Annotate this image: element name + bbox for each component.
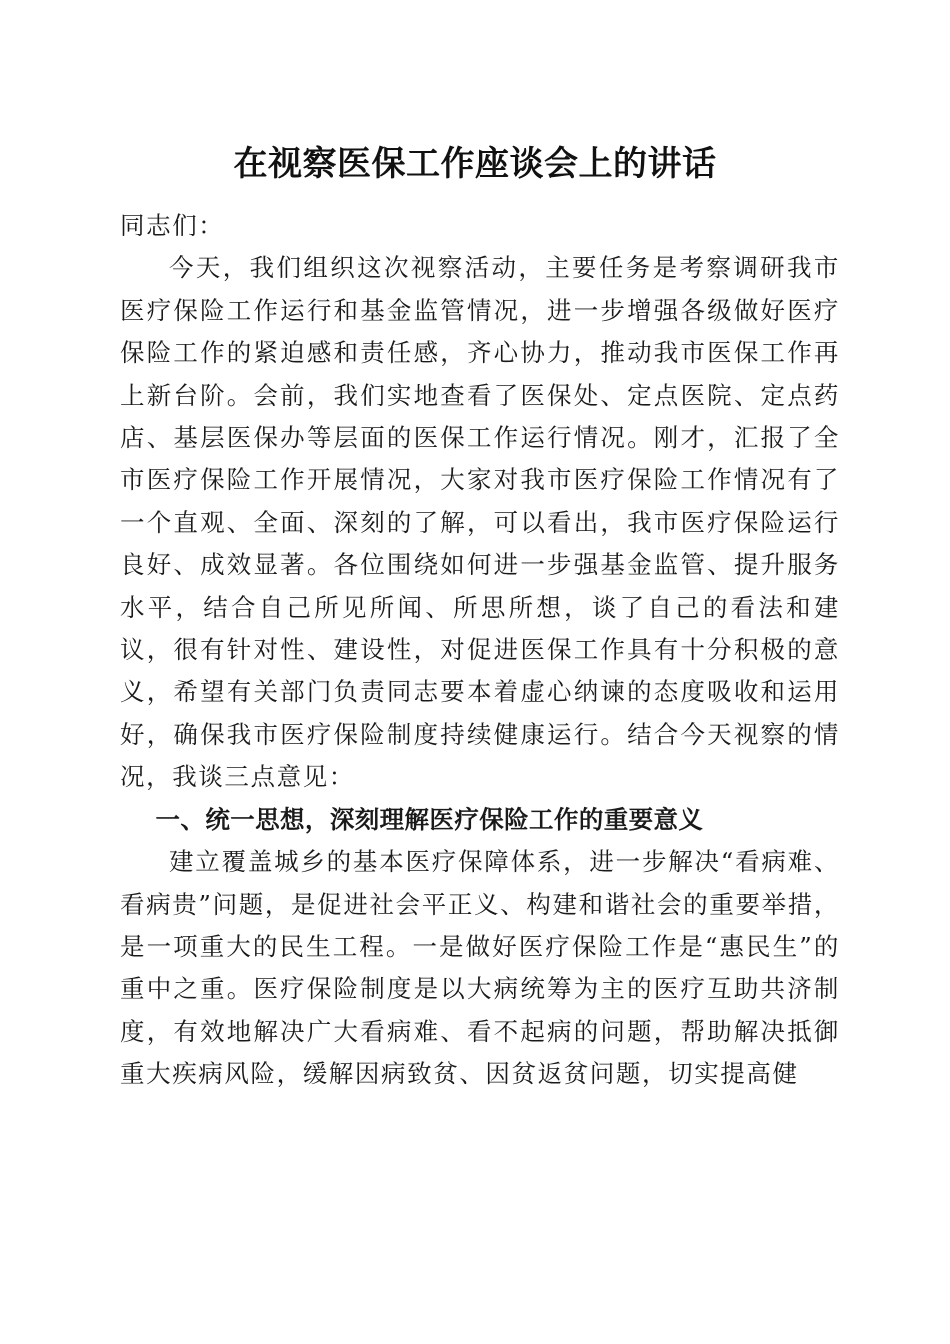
document-title: 在视察医保工作座谈会上的讲话 xyxy=(233,144,717,184)
document-body xyxy=(120,205,840,1096)
paragraph-section-1: 建立覆盖城乡的基本医疗保障体系，进一步解决“看病难、看病贵”问题，是促进社会平正义、构建和谐社会的重要举措，是一项重大的民生工程。一是做好医疗保险工作是“惠民生”的重中之重。医疗保险制度是以大病统筹为主的医疗互助共济制度，有效地解决广大看病难、看不起病的问题，帮助解决抵御重大疾病风险，缓解因病致贫、因贫返贫问题，切实提高健 xyxy=(120,847,840,1089)
section-heading: 一、统一思想，深刻理解医疗保险工作的重要意义 xyxy=(155,804,704,834)
paragraph-intro: 今天，我们组织这次视察活动，主要任务是考察调研我市医疗保险工作运行和基金监管情况，进一步增强各级做好医疗保险工作的紧迫感和责任感，齐心协力，推动我市医保工作再上新台阶。会前，我们实地查看了医保处、定点医院、定点药店、基层医保办等层面的医保工作运行情况。刚才，汇报了全市医疗保险工作开展情况，大家对我市医疗保险工作情况有了一个直观、全面、深刻的了解，可以看出，我市医疗保险运行良好、成效显著。各位围绕如何进一步强基金监管、提升服务水平，结合自己所见所闻、所思所想，谈了自己的看法和建议，很有针对性、建设性，对促进医保工作具有十分积极的意义，希望有关部门负责同志要本着虚心纳谏的态度吸收和运用好，确保我市医疗保险制度持续健康运行。结合今天视察的情况，我谈三点意见： xyxy=(120,253,840,792)
salutation: 同志们： xyxy=(120,211,225,240)
